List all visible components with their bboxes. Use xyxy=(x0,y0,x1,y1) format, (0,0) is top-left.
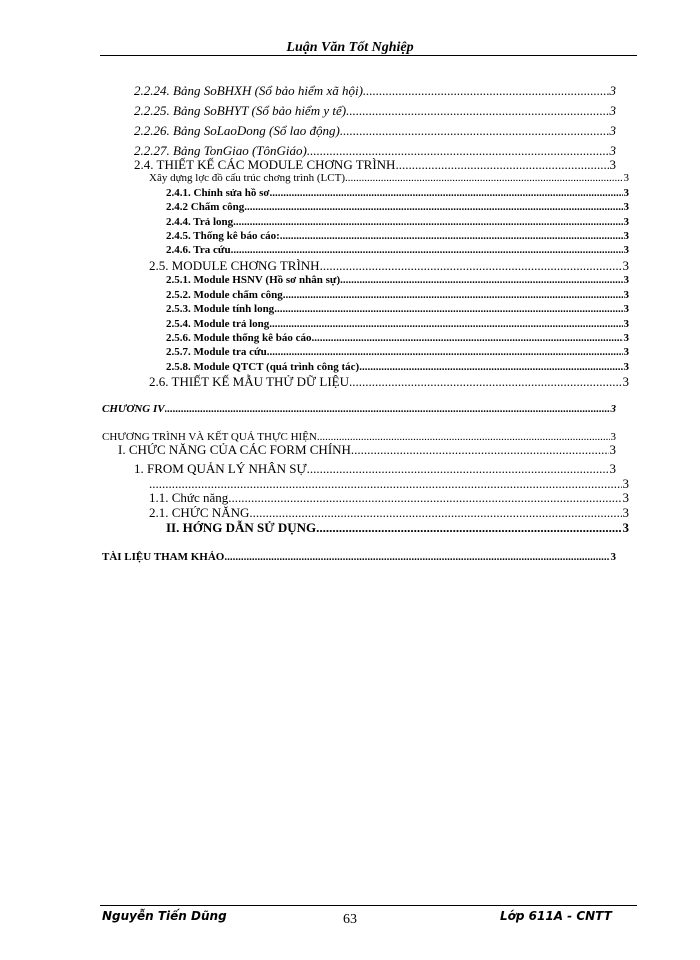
toc-entry: 2.4.4. Trả long ..... 3 xyxy=(166,215,629,229)
toc-entry: 2.5.1. Module HSNV (Hồ sơ nhân sự) ..... 3 xyxy=(166,273,629,287)
toc-entry: Xây dựng lợc đồ cấu trúc chơng trình (LCT) ..... 3 xyxy=(149,171,629,185)
toc-entry: ..... 3 xyxy=(149,477,629,491)
toc-entry: CHƯƠNG IV ..... 3 xyxy=(102,402,616,416)
toc-entry: 2.5. MODULE CHƠNG TRÌNH ..... 3 xyxy=(149,259,629,273)
toc-entry: 2.2.26. Bảng SoLaoDong (Sổ lao động) ..... 3 xyxy=(134,124,616,138)
toc-entry: 2.5.4. Module trả long ..... 3 xyxy=(166,317,629,331)
toc-entry: I. CHỨC NĂNG CỦA CÁC FORM CHÍNH ..... 3 xyxy=(118,443,616,457)
toc-entry: 2.2.25. Bảng SoBHYT (Sổ bảo hiểm y tế) ..... 3 xyxy=(134,104,616,118)
footer-rule xyxy=(100,905,637,906)
toc-entry: 2.5.3. Module tính long ..... 3 xyxy=(166,302,629,316)
toc-entry: 1. FROM QUẢN LÝ NHÂN SỰ ..... 3 xyxy=(134,462,616,476)
toc-entry: TÀI LIỆU THAM KHẢO ..... 3 xyxy=(102,550,616,564)
footer-class: Lớp 611A - CNTT xyxy=(500,909,612,923)
toc-entry: 2.1. CHỨC NĂNG ..... 3 xyxy=(149,506,629,520)
page-number: 63 xyxy=(343,912,357,927)
toc-entry: 1.1. Chức năng ..... 3 xyxy=(149,491,629,505)
toc-entry: 2.4.5. Thống kê báo cáo: ..... 3 xyxy=(166,229,629,243)
toc-entry: 2.5.8. Module QTCT (quá trình công tác) ..... 3 xyxy=(166,360,629,374)
toc-entry: CHƯƠNG TRÌNH VÀ KẾT QUẢ THỰC HIỆN ..... 3 xyxy=(102,430,616,444)
header-title: Luận Văn Tốt Nghiệp xyxy=(286,40,414,55)
toc-entry: 2.6. THIẾT KẾ MẪU THỬ DỮ LIỆU ..... 3 xyxy=(149,375,629,389)
toc-entry: 2.4.2 Chấm công ..... 3 xyxy=(166,200,629,214)
footer-author: Nguyễn Tiến Dũng xyxy=(102,909,227,923)
toc-entry: 2.4. THIẾT KẾ CÁC MODULE CHƠNG TRÌNH ..... 3 xyxy=(134,158,616,172)
toc-entry: 2.2.27. Bảng TonGiao (TônGiáo) ..... 3 xyxy=(134,144,616,158)
toc-entry: 2.4.1. Chỉnh sửa hồ sơ ..... 3 xyxy=(166,186,629,200)
toc-entry: 2.5.2. Module chấm công ..... 3 xyxy=(166,288,629,302)
toc-entry: 2.5.6. Module thống kê báo cáo ..... 3 xyxy=(166,331,629,345)
toc-entry: 2.4.6. Tra cứu ..... 3 xyxy=(166,243,629,257)
toc-entry: 2.5.7. Module tra cứu ..... 3 xyxy=(166,345,629,359)
toc-entry: 2.2.24. Bảng SoBHXH (Sổ bảo hiểm xã hội) ..... 3 xyxy=(134,84,616,98)
toc-entry: II. HỚNG DẪN SỬ DỤNG ..... 3 xyxy=(166,521,629,535)
